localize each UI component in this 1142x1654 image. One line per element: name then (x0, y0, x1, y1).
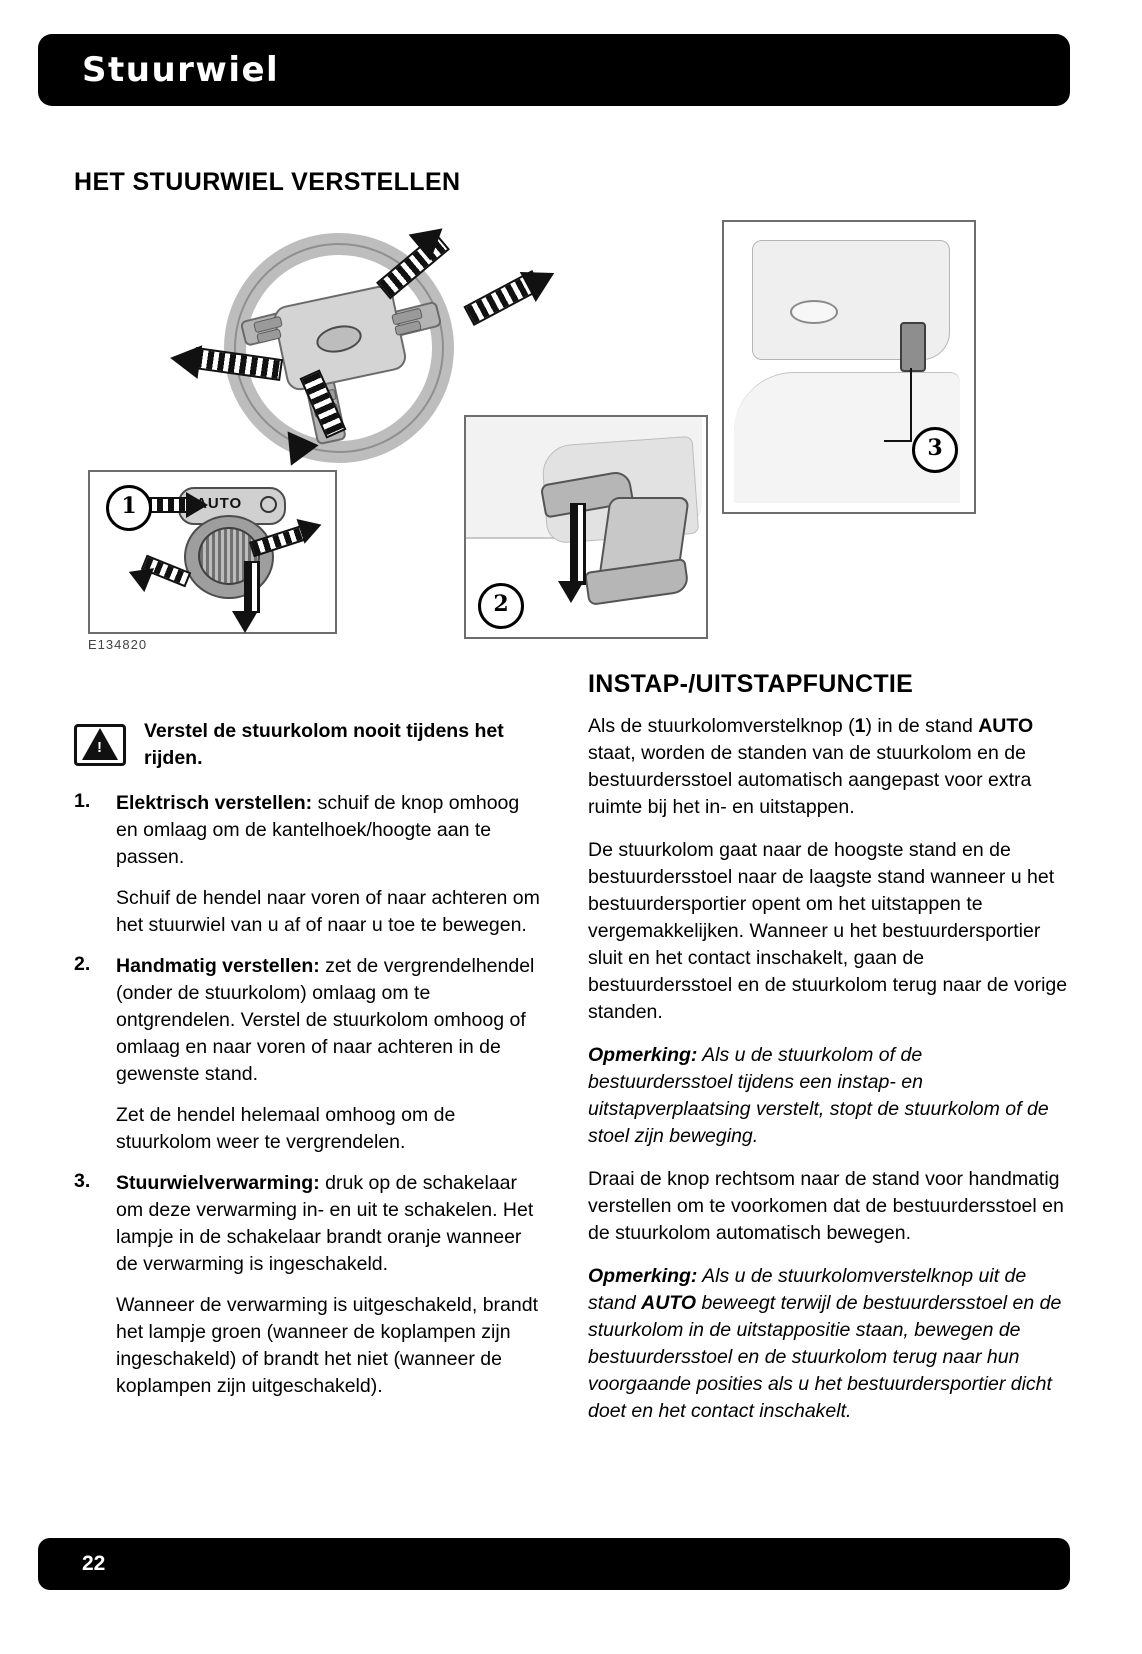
step-extra-1: Schuif de hendel naar voren of naar achteren om het stuurwiel van u af of naar u toe te bewegen. (116, 887, 540, 936)
step-number-2: 2. (74, 953, 91, 975)
right-column (588, 670, 1070, 1441)
step-item-1 (74, 790, 542, 939)
lever-arrow-down-head (558, 581, 584, 603)
right-note-2-auto: AUTO (641, 1292, 697, 1314)
step-number-3: 3. (74, 1170, 91, 1192)
step-body-1 (116, 790, 542, 871)
step-item-2 (74, 953, 542, 1156)
right-note-2-label: Opmerking: (588, 1265, 698, 1287)
callout-2: 2 (478, 583, 524, 629)
step-item-3 (74, 1170, 542, 1400)
page-footer-bar (38, 1538, 1070, 1590)
console-oval-detail (790, 300, 838, 324)
warning-text: Verstel de stuurkolom nooit tijdens het rijden. (144, 720, 504, 769)
knob-arrow-down (244, 561, 260, 613)
step-body-3 (116, 1170, 542, 1278)
step-lead-3: Stuurwielverwarming: (116, 1172, 320, 1194)
right-p1-callout: 1 (854, 715, 866, 737)
callout-leader-line (884, 440, 912, 442)
right-p1-a: Als de stuurkolomverstelknop ( (588, 715, 855, 737)
right-section-heading: INSTAP-/UITSTAPFUNCTIE (588, 670, 914, 698)
knob-arrow-right-head (186, 492, 208, 518)
right-p1-c: ) in de stand (865, 715, 979, 737)
step-number-1: 1. (74, 790, 91, 812)
right-note-2-a: Als u de stuurkolomverstelknop uit de stand (588, 1265, 1027, 1314)
knob-position-marker-icon (260, 496, 277, 513)
right-note-2-c: beweegt terwijl de bestuurdersstoel en de stuurkolom in de uitstappositie staan, bewegen de bestuurdersstoel en de stuurkolom terug naar hun voorgaande posities als u het bestuurdersportier dicht doet en het contact inschakelt. (588, 1292, 1062, 1422)
knob-arrow-down-head (232, 611, 258, 633)
step-text-3: druk op de schakelaar om deze verwarming in- en uit te schakelen. Het lampje in de schakelaar brandt oranje wanneer de verwarming is ingeschakeld. (116, 1172, 534, 1275)
steering-wheel-illustration (224, 223, 484, 473)
step-extra-3: Wanneer de verwarming is uitgeschakeld, brandt het lampje groen (wanneer de koplampen zijn ingeschakeld) of brandt het niet (wanneer de koplampen zijn uitgeschakeld). (116, 1294, 538, 1397)
right-note-2 (588, 1263, 1070, 1425)
warning-block (74, 718, 539, 772)
right-note-1-text: Als u de stuurkolom of de bestuurdersstoel tijdens een instap- en uitstapverplaatsing verstelt, stopt de stuurkolom of de stoel zijn beweging. (588, 1044, 1049, 1147)
left-column (74, 790, 542, 1414)
right-paragraph-1 (588, 713, 1070, 821)
step-body-2 (116, 953, 542, 1088)
right-note-1 (588, 1042, 1070, 1150)
warning-triangle-icon: ! (74, 724, 126, 768)
page-number: 22 (82, 1552, 106, 1575)
page-title: Stuurwiel (82, 50, 280, 90)
step-lead-2: Handmatig verstellen: (116, 955, 320, 977)
adjust-arrow-left-head (168, 341, 202, 379)
right-paragraph-2: De stuurkolom gaat naar de hoogste stand en de bestuurdersstoel naar de laagste stand wanneer u het bestuurdersportier opent om het uitstappen te vergemakkelijken. Wanneer u het bestuurdersportier sluit en het contact inschakelt, gaan de bestuurdersstoel en de stuurkolom terug naar de vorige standen. (588, 839, 1068, 1023)
step-lead-1: Elektrisch verstellen: (116, 792, 313, 814)
knob-auto-label: AUTO (196, 495, 243, 512)
callout-3: 3 (912, 427, 958, 473)
callout-leader-line (910, 368, 912, 442)
callout-1: 1 (106, 485, 152, 531)
step-text-2: zet de vergrendelhendel (onder de stuurkolom) omlaag om te ontgrendelen. Verstel de stuurkolom omhoog of omlaag en naar voren of naar achteren in de gewenste stand. (116, 955, 535, 1085)
heated-wheel-switch-icon (900, 322, 926, 372)
step-extra-2: Zet de hendel helemaal omhoog om de stuurkolom weer te vergrendelen. (116, 1104, 456, 1153)
right-p1-auto: AUTO (978, 715, 1034, 737)
section-heading: HET STUURWIEL VERSTELLEN (74, 168, 461, 196)
figure-area (74, 215, 1069, 655)
right-paragraph-3: Draai de knop rechtsom naar de stand voor handmatig verstellen om te voorkomen dat de bestuurdersstoel en de stuurkolom automatisch bewegen. (588, 1168, 1064, 1244)
right-p1-e: staat, worden de standen van de stuurkolom en de bestuurdersstoel automatisch aangepast voor extra ruimte bij het in- en uitstappen. (588, 742, 1032, 818)
instruction-steps (74, 790, 542, 1400)
step-text-1: schuif de knop omhoog en omlaag om de kantelhoek/hoogte aan te passen. (116, 792, 520, 868)
figure-code: E134820 (88, 637, 148, 652)
lever-arrow-down (570, 503, 586, 585)
right-note-1-label: Opmerking: (588, 1044, 698, 1066)
